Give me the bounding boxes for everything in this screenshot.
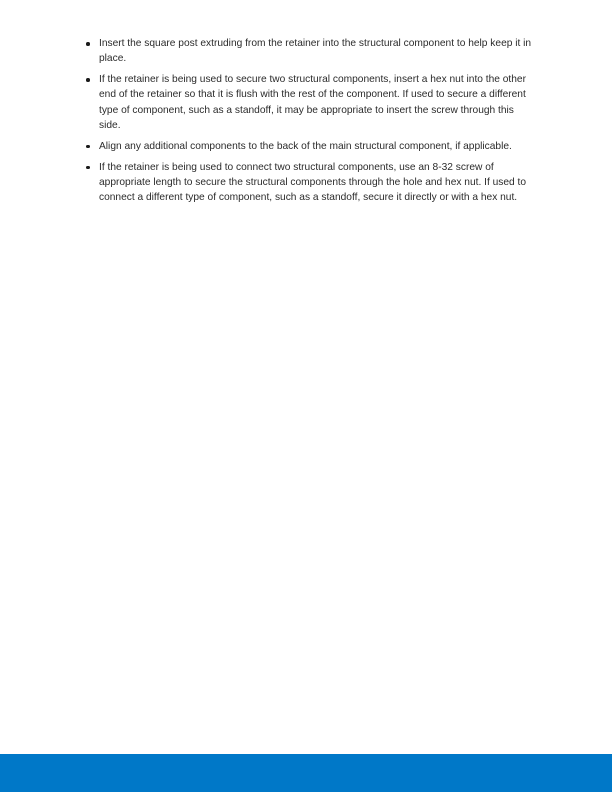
bullet-icon — [86, 42, 90, 46]
list-item-text: Insert the square post extruding from the retainer into the structural component to help keep it in place. — [99, 38, 532, 65]
footer-bar — [0, 754, 612, 792]
instruction-list — [86, 36, 538, 211]
list-item-text: If the retainer is being used to secure two structural components, insert a hex nut into the other end of the retainer so that it is flush with the rest of the component. If used to secure a different type of component, such as a standoff, it may be appropriate to insert the screw through this side. — [99, 74, 526, 131]
list-item — [86, 72, 538, 133]
list-item — [86, 160, 538, 206]
bullet-icon — [86, 145, 90, 149]
bullet-icon — [86, 78, 90, 82]
list-item-text: Align any additional components to the back of the main structural component, if applicable. — [99, 140, 512, 152]
bullet-icon — [86, 166, 90, 170]
list-item — [86, 36, 538, 67]
list-item-text: If the retainer is being used to connect two structural components, use an 8-32 screw of appropriate length to secure the structural components through the hole and hex nut. If used to connect a different type of component, such as a standoff, secure it directly or with a hex nut. — [99, 161, 527, 204]
list-item — [86, 139, 538, 154]
